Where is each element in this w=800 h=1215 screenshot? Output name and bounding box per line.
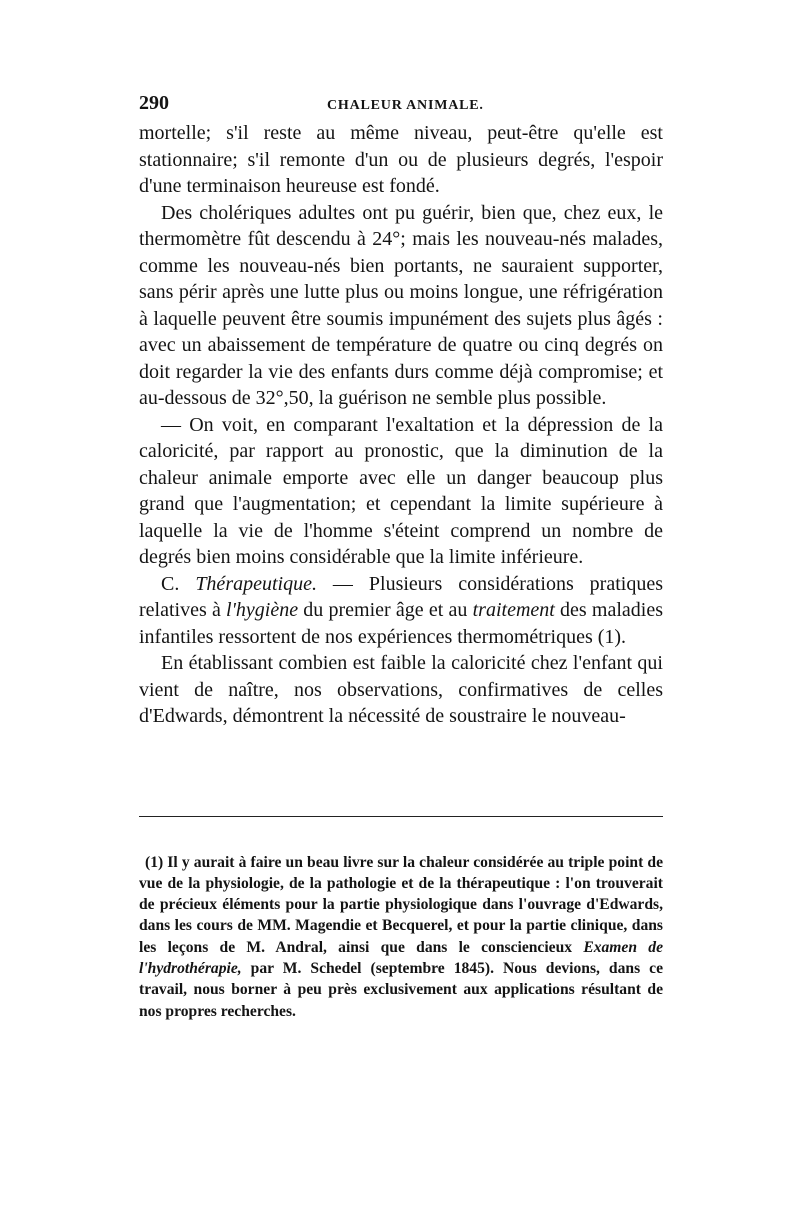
book-page — [139, 92, 663, 1020]
paragraph-1: mortelle; s'il reste au même niveau, peut-être qu'elle est stationnaire; s'il remonte d'un ou de plusieurs degrés, l'espoir d'une terminaison heureuse est fondé. — [139, 122, 663, 197]
term-traitement: traitement — [472, 599, 555, 621]
footnote-separator — [139, 816, 663, 817]
paragraph-2: Des cholériques adultes ont pu guérir, bien que, chez eux, le thermomètre fût descendu à 24°; mais les nouveau-nés malades, comme les nouveau-nés bien portants, ne sauraient supporter, sans périr après une lutte plus ou moins longue, une réfrigération à laquelle peuvent être soumis impunément des sujets plus âgés : avec un abaissement de température de quatre ou cinq degrés on doit regarder la vie des enfants durs comme déjà compromise; et au-dessous de 32°,50, la guérison ne semble plus possible. — [139, 201, 663, 409]
paragraph-5: En établissant combien est faible la caloricité chez l'enfant qui vient de naître, nos observations, confirmatives de celles d'Edwards, démontrent la nécessité de soustraire le nouveau- — [139, 652, 663, 727]
running-title: CHALEUR ANIMALE. — [327, 98, 484, 113]
term-hygiene: l'hygiène — [226, 599, 299, 621]
paragraph-4-text-c: des maladies infantiles ressortent de nos expériences thermométriques (1). — [139, 599, 663, 648]
footnote-title: Examen de l'hydrothérapie, — [139, 938, 663, 978]
section-label: C. — [161, 572, 196, 595]
running-head — [139, 92, 663, 122]
section-title: Thérapeutique. — [195, 572, 317, 595]
body-text — [139, 120, 663, 730]
footnote-text-a: (1) Il y aurait à faire un beau livre sur la chaleur considérée au triple point de vue de la physiologie, de la pathologie et de la thérapeutique : l'on trouverait de précieux éléments pour la partie physiologique dans l'ouvrage d'Edwards, dans les cours de MM. Magendie et Becquerel, et pour la partie clinique, dans les leçons de M. Andral, ainsi que dans le consciencieux — [139, 853, 663, 956]
paragraph-3: — On voit, en comparant l'exaltation et la dépression de la caloricité, par rapport au pronostic, que la diminution de la chaleur animale emporte avec elle un danger beaucoup plus grand que l'augmentation; et cependant la limite supérieure à laquelle la vie de l'homme s'éteint comprend un nombre de degrés bien moins considérable que la limite inférieure. — [139, 413, 663, 568]
paragraph-4-text-b: du premier âge et au — [298, 599, 473, 621]
page-number: 290 — [139, 92, 169, 114]
paragraph-4 — [139, 571, 663, 651]
footnote — [139, 852, 663, 1022]
paragraph-4-text-a: — Plusieurs considérations pratiques relatives à — [139, 572, 663, 621]
footnote-text-b: par M. Schedel (septembre 1845). Nous devions, dans ce travail, nous borner à peu près exclusivement aux applications résultant de nos propres recherches. — [139, 960, 663, 1020]
